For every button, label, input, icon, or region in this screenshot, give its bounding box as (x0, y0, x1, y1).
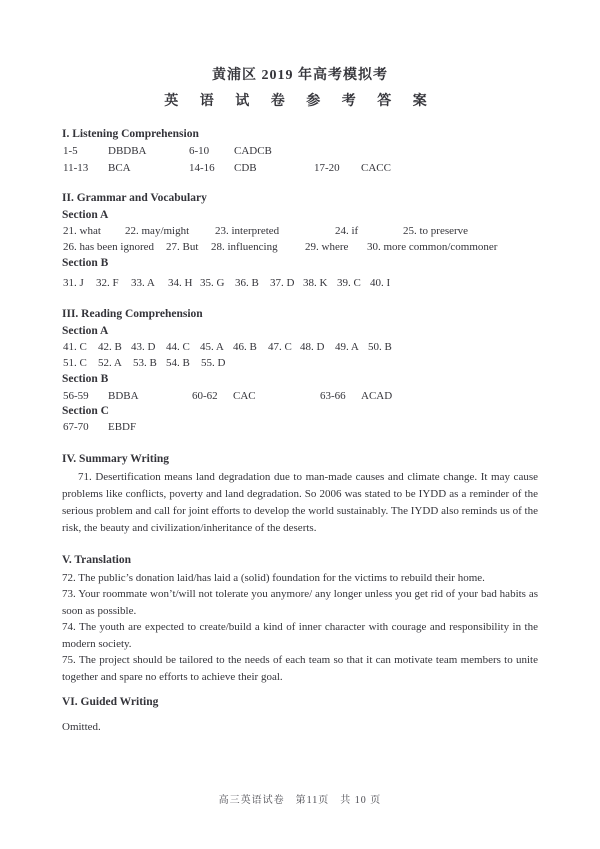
answer-cell: 28. influencing (211, 241, 278, 253)
answer-cell: 39. C (337, 277, 361, 289)
answer-cell: 41. C (63, 341, 87, 353)
answer-cell: EBDF (108, 421, 137, 433)
answer-cell: 6-10 (189, 145, 210, 157)
answer-cell: 37. D (270, 277, 295, 289)
answer-cell: 24. if (335, 225, 359, 237)
page-subtitle: 英 语 试 卷 参 考 答 案 (164, 94, 436, 109)
answer-row (63, 341, 563, 355)
answer-cell: 49. A (335, 341, 359, 353)
answer-cell: 29. where (305, 241, 349, 253)
answer-cell: 46. B (233, 341, 257, 353)
answer-cell: 25. to preserve (403, 225, 469, 237)
answer-cell: 67-70 (63, 421, 89, 433)
answer-cell: 48. D (300, 341, 325, 353)
answer-row (63, 225, 563, 239)
answer-row (63, 421, 563, 435)
page-title: 黄浦区 2019 年高考模拟考 (212, 68, 388, 83)
section-heading-listening: I. Listening Comprehension (62, 128, 199, 140)
translation-item: 74. The youth are expected to create/build a kind of inner character with courage and responsibility in the modern society. (62, 621, 538, 650)
answer-row (63, 162, 563, 176)
answer-row (63, 390, 563, 404)
answer-cell: 40. I (370, 277, 391, 289)
answer-cell: 17-20 (314, 162, 340, 174)
summary-paragraph: 71. Desertification means land degradation due to man-made causes and climate change. It may cause problems like conflicts, poverty and land degradation. So 2006 was stated to be IYDD as a reminder of the serious problem and call for joint efforts to develop the world sustainably. The IYDD also reminds us of the risk, the beauty and civilization/inheritance of the deserts. (62, 471, 538, 534)
translation-item: 73. Your roommate won’t/will not tolerate you anymore/ any longer unless you get rid of your bad habits as soon as possible. (62, 588, 538, 617)
answer-cell: 23. interpreted (215, 225, 280, 237)
answer-cell: 33. A (131, 277, 155, 289)
answer-cell: 52. A (98, 357, 122, 369)
answer-cell: 63-66 (320, 390, 346, 402)
answer-cell: BCA (108, 162, 131, 174)
answer-cell: 36. B (235, 277, 259, 289)
answer-cell: 35. G (200, 277, 225, 289)
footer-page-number: 高三英语试卷 第11页 共 10 页 (218, 795, 382, 806)
answer-cell: 51. C (63, 357, 87, 369)
answer-cell: CADCB (234, 145, 272, 157)
answer-cell: 21. what (63, 225, 101, 237)
answer-cell: ACAD (361, 390, 393, 402)
answer-cell: 22. may/might (125, 225, 190, 237)
section-heading-summary: IV. Summary Writing (62, 453, 170, 465)
answer-cell: 27. But (166, 241, 199, 253)
answer-cell: 56-59 (63, 390, 89, 402)
answer-cell: 34. H (168, 277, 193, 289)
answer-row (63, 145, 563, 159)
answer-row (63, 241, 563, 255)
reading-section-b-label: Section B (62, 373, 109, 385)
section-heading-reading: III. Reading Comprehension (62, 308, 203, 320)
answer-cell: 54. B (166, 357, 190, 369)
answer-cell: 31. J (63, 277, 84, 289)
answer-row (63, 357, 563, 371)
answer-cell: 60-62 (192, 390, 218, 402)
answer-cell: 44. C (166, 341, 190, 353)
answer-cell: 45. A (200, 341, 224, 353)
answer-cell: 30. more common/commoner (367, 241, 498, 253)
answer-cell: 47. C (268, 341, 292, 353)
answer-cell: 1-5 (63, 145, 78, 157)
translation-item: 72. The public’s donation laid/has laid a (solid) foundation for the victims to rebuild their home. (62, 572, 485, 584)
answer-row (63, 277, 563, 291)
grammar-section-b-label: Section B (62, 257, 109, 269)
answer-cell: 55. D (201, 357, 226, 369)
answer-cell: 32. F (96, 277, 119, 289)
translation-item: 75. The project should be tailored to the needs of each team so that it can motivate team members to unite together and spare no efforts to achieve their goal. (62, 654, 538, 683)
answer-cell: CAC (233, 390, 256, 402)
answer-cell: 53. B (133, 357, 157, 369)
answer-cell: 38. K (303, 277, 328, 289)
answer-cell: 50. B (368, 341, 392, 353)
section-heading-translation: V. Translation (62, 554, 132, 566)
answer-cell: CACC (361, 162, 391, 174)
reading-section-c-label: Section C (62, 405, 109, 417)
section-heading-guided-writing: VI. Guided Writing (62, 696, 159, 708)
answer-cell: 14-16 (189, 162, 215, 174)
guided-writing-body: Omitted. (62, 721, 101, 733)
reading-section-a-label: Section A (62, 325, 109, 337)
answer-cell: CDB (234, 162, 257, 174)
answer-cell: 43. D (131, 341, 156, 353)
answer-cell: 26. has been ignored (63, 241, 155, 253)
answer-cell: 11-13 (63, 162, 89, 174)
answer-cell: 42. B (98, 341, 122, 353)
answer-cell: DBDBA (108, 145, 147, 157)
answer-cell: BDBA (108, 390, 139, 402)
grammar-section-a-label: Section A (62, 209, 109, 221)
section-heading-grammar: II. Grammar and Vocabulary (62, 192, 207, 204)
